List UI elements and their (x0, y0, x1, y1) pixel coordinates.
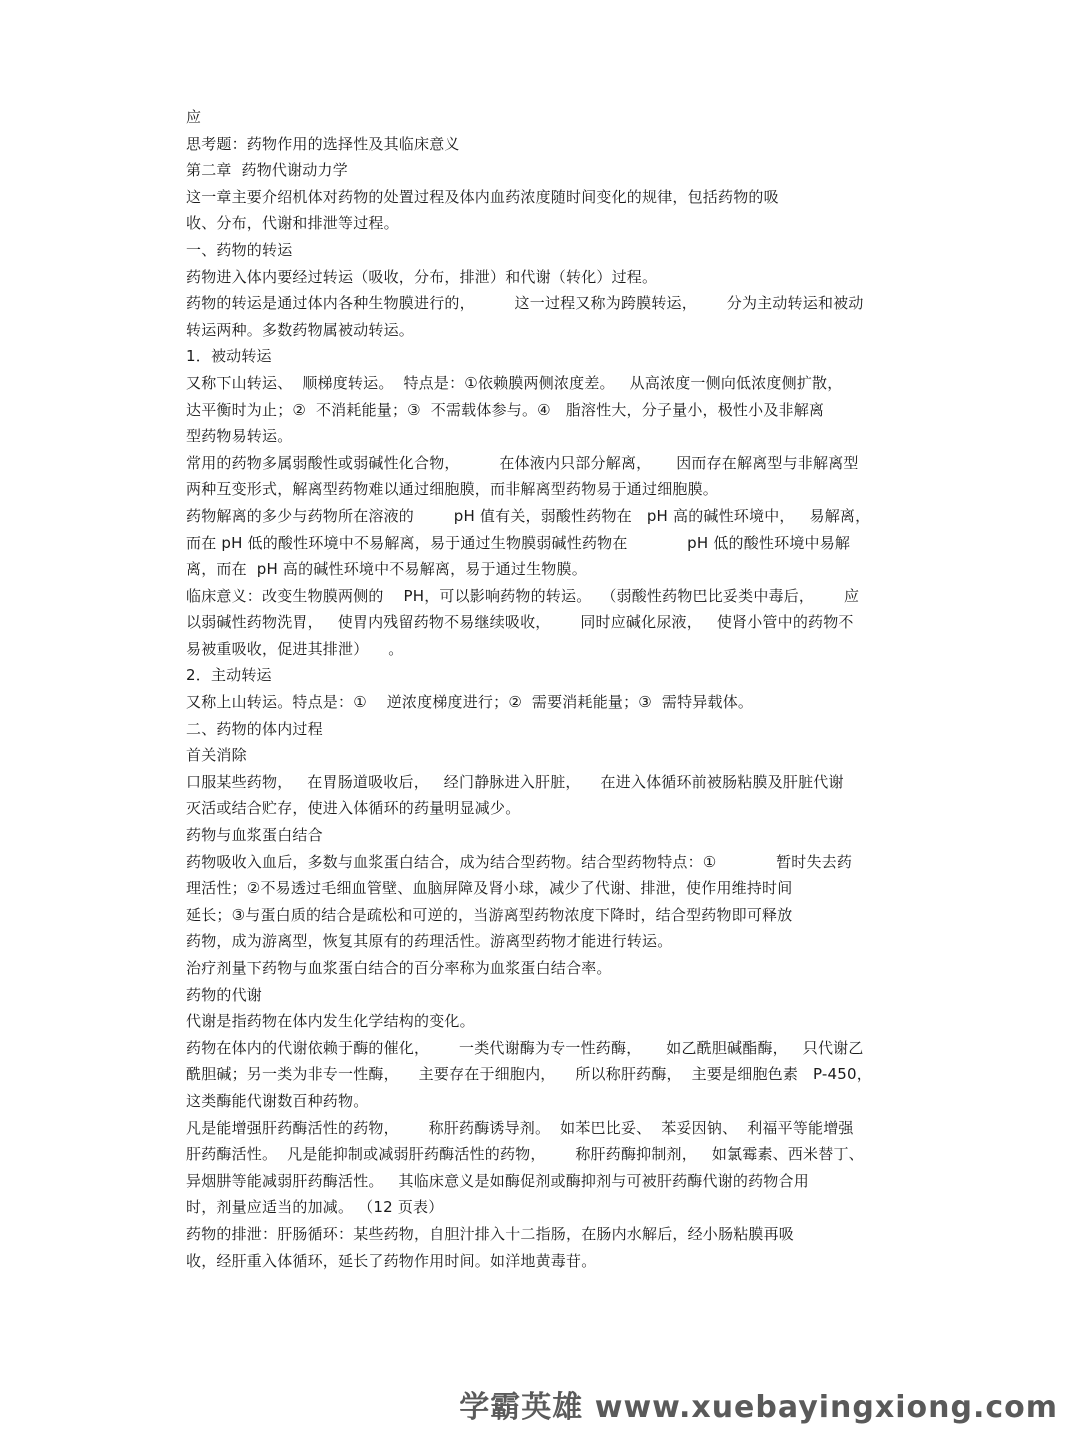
text-line: 以弱碱性药物洗胃， 使胃内残留药物不易继续吸收， 同时应碱化尿液， 使肾小管中的药物不 (186, 613, 854, 632)
text-line: 药物与血浆蛋白结合 (186, 826, 323, 845)
text-line: 而在 pH 低的酸性环境中不易解离，易于通过生物膜弱碱性药物在 pH 低的酸性环境中易解 (186, 533, 851, 552)
text-line: 临床意义：改变生物膜两侧的 PH，可以影响药物的转运。 （弱酸性药物巴比妥类中毒后， 应 (186, 586, 860, 605)
text-line: 代谢是指药物在体内发生化学结构的变化。 (186, 1012, 475, 1031)
text-line: 肝药酶活性。 凡是能抑制或减弱肝药酶活性的药物， 称肝药酶抑制剂， 如氯霉素、西米替丁、 (186, 1145, 864, 1164)
text-line: 药物吸收入血后，多数与血浆蛋白结合，成为结合型药物。结合型药物特点：① 暂时失去药 (186, 852, 853, 871)
text-line: 延长；③与蛋白质的结合是疏松和可逆的，当游离型药物浓度下降时，结合型药物即可释放 (186, 905, 793, 924)
text-line: 第二章 药物代谢动力学 (186, 161, 348, 180)
watermark: 学霸英雄 www.xuebayingxiong.com (459, 1390, 1058, 1425)
text-line: 这类酶能代谢数百种药物。 (186, 1091, 369, 1110)
text-line: 转运两种。多数药物属被动转运。 (186, 320, 415, 339)
text-line: 酰胆碱；另一类为非专一性酶， 主要存在于细胞内， 所以称肝药酶， 主要是细胞色素 P-450， (186, 1065, 872, 1084)
text-line: 两种互变形式，解离型药物难以通过细胞膜，而非解离型药物易于通过细胞膜。 (186, 480, 719, 499)
text-line: 应 (186, 108, 202, 126)
text-line: 二、药物的体内过程 (186, 719, 323, 738)
text-line: 收、分布，代谢和排泄等过程。 (186, 214, 399, 233)
text-line: 常用的药物多属弱酸性或弱碱性化合物， 在体液内只部分解离， 因而存在解离型与非解离型 (186, 453, 859, 472)
text-line: 易被重吸收，促进其排泄） 。 (186, 639, 404, 658)
text-line: 又称上山转运。特点是：① 逆浓度梯度进行；② 需要消耗能量；③ 需特异载体。 (186, 693, 754, 712)
text-line: 药物解离的多少与药物所在溶液的 pH 值有关，弱酸性药物在 pH 高的碱性环境中， 易解离， (186, 506, 871, 525)
text-line: 型药物易转运。 (186, 427, 293, 446)
text-line: 药物的代谢 (186, 985, 263, 1004)
text-line: 首关消除 (186, 746, 247, 765)
text-line: 收，经肝重入体循环，延长了药物作用时间。如洋地黄毒苷。 (186, 1251, 597, 1270)
text-line: 灭活或结合贮存，使进入体循环的药量明显减少。 (186, 799, 521, 818)
text-line: 药物，成为游离型，恢复其原有的药理活性。游离型药物才能进行转运。 (186, 932, 673, 951)
text-line: 药物的排泄：肝肠循环：某些药物，自胆汁排入十二指肠，在肠内水解后，经小肠粘膜再吸 (186, 1224, 795, 1243)
text-line: 1．被动转运 (186, 347, 272, 366)
text-line: 口服某些药物， 在胃肠道吸收后， 经门静脉进入肝脏， 在进入体循环前被肠粘膜及肝脏代谢 (186, 772, 844, 791)
text-line: 一、药物的转运 (186, 240, 293, 259)
text-line: 又称下山转运、 顺梯度转运。 特点是：①依赖膜两侧浓度差。 从高浓度一侧向低浓度侧扩散， (186, 373, 843, 392)
text-line: 这一章主要介绍机体对药物的处置过程及体内血药浓度随时间变化的规律，包括药物的吸 (186, 187, 779, 206)
text-line: 2．主动转运 (186, 666, 272, 685)
text-line: 异烟肼等能减弱肝药酶活性。 其临床意义是如酶促剂或酶抑剂与可被肝药酶代谢的药物合用 (186, 1171, 809, 1190)
document-body (186, 104, 886, 1274)
text-line: 理活性；②不易透过毛细血管壁、血脑屏障及肾小球，减少了代谢、排泄，使作用维持时间 (186, 879, 793, 898)
text-line: 治疗剂量下药物与血浆蛋白结合的百分率称为血浆蛋白结合率。 (186, 959, 612, 977)
text-line: 药物进入体内要经过转运（吸收，分布，排泄）和代谢（转化）过程。 (186, 267, 658, 286)
text-line: 药物的转运是通过体内各种生物膜进行的， 这一过程又称为跨膜转运， 分为主动转运和被动 (186, 294, 864, 313)
text-line: 离，而在 pH 高的碱性环境中不易解离，易于通过生物膜。 (186, 560, 587, 579)
text-line: 思考题：药物作用的选择性及其临床意义 (186, 134, 460, 153)
text-line: 凡是能增强肝药酶活性的药物， 称肝药酶诱导剂。 如苯巴比妥、 苯妥因钠、 利福平等能增强 (186, 1118, 854, 1137)
text-line: 达平衡时为止；② 不消耗能量；③ 不需载体参与。④ 脂溶性大，分子量小，极性小及非解离 (186, 400, 825, 419)
text-line: 药物在体内的代谢依赖于酶的催化， 一类代谢酶为专一性药酶， 如乙酰胆碱酯酶， 只代谢乙 (186, 1038, 864, 1057)
text-line: 时，剂量应适当的加减。 （12 页表） (186, 1198, 444, 1217)
